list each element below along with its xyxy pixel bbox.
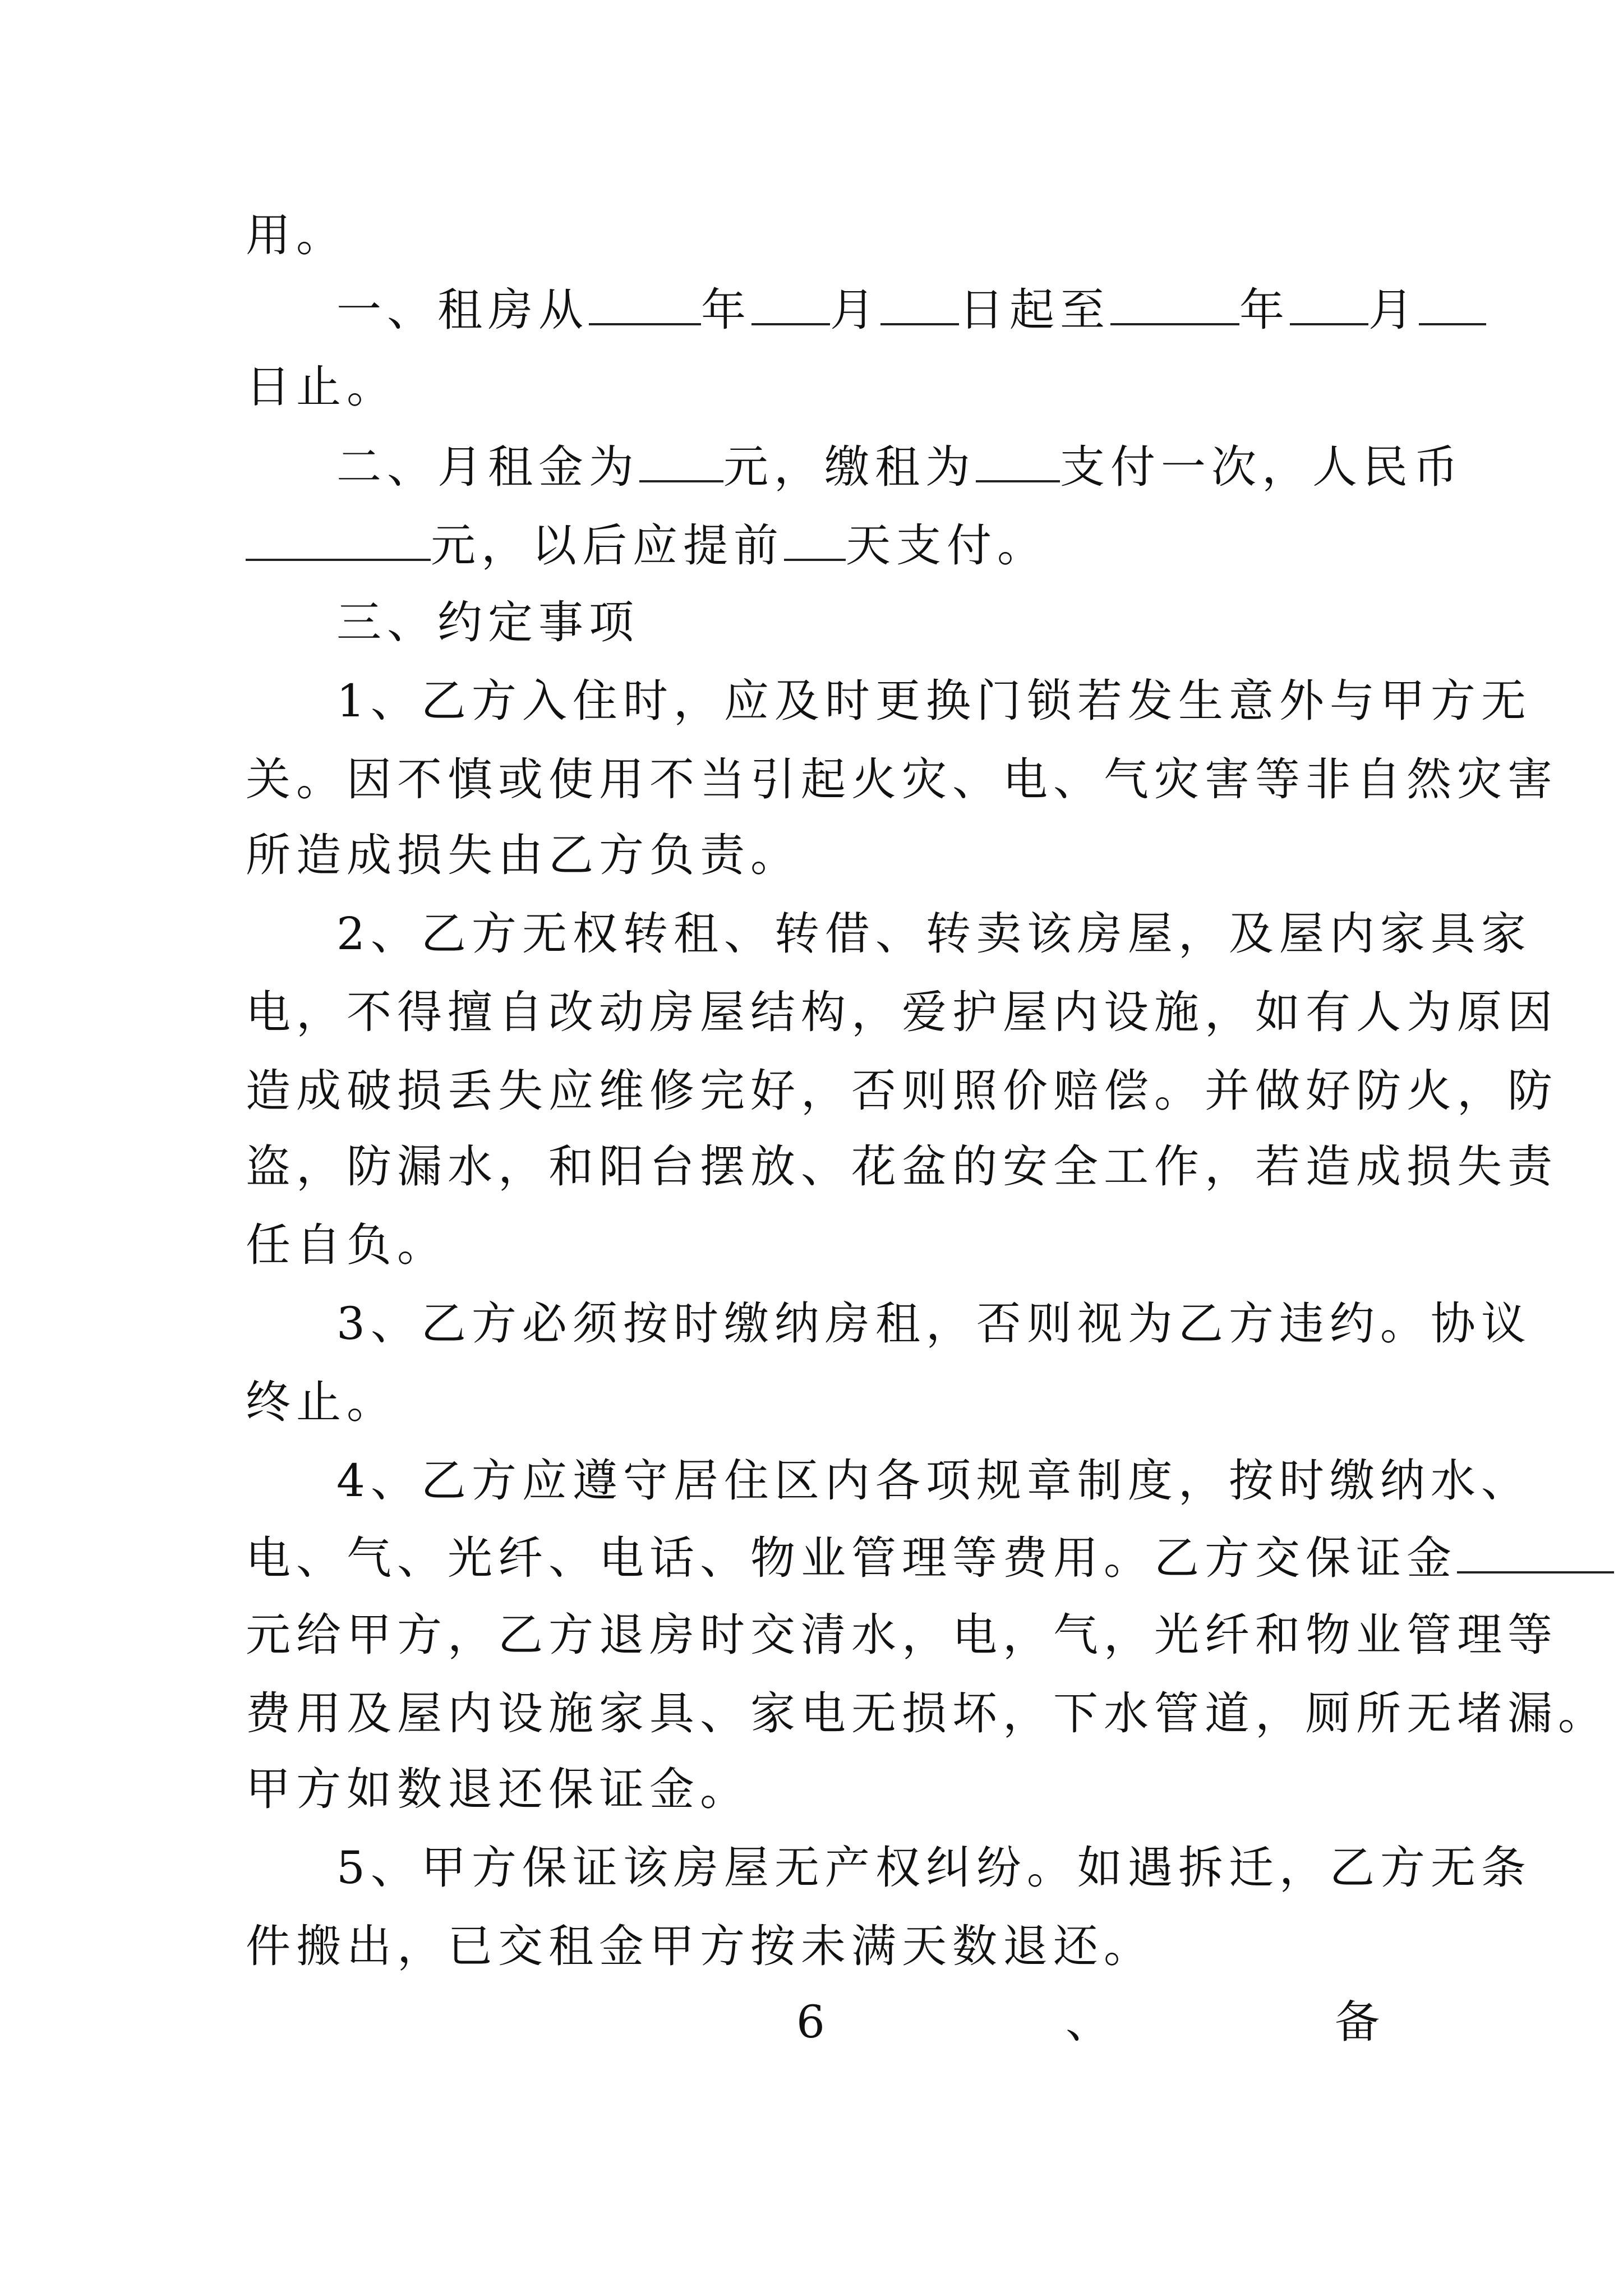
item-2-line-5 [246, 1217, 1383, 1273]
item-6-word [1335, 1994, 1380, 2050]
text-fragment: 所造成损失由乙方负责。 [246, 829, 801, 881]
text-fragment: 日止。 [246, 361, 397, 413]
continuation-line [246, 208, 1383, 264]
blank-end-month [1290, 280, 1368, 325]
text-fragment: 终止。 [246, 1376, 397, 1428]
text-fragment: 电、气、光纤、电话、物业管理等费用。乙方交保证金 [246, 1532, 1457, 1584]
item-3-line-1 [336, 1296, 1532, 1352]
item-2-line-4 [246, 1139, 1558, 1195]
item-4-line-1 [336, 1453, 1532, 1509]
item-5-line-1 [336, 1840, 1532, 1896]
blank-monthly-rent [639, 438, 723, 482]
item-6-separator [1066, 1994, 1110, 2050]
text-fragment: 4、乙方应遵守居住区内各项规章制度，按时缴纳水、 [336, 1455, 1532, 1507]
blank-deposit-amount [1457, 1529, 1614, 1573]
text-fragment: 5、甲方保证该房屋无产权纠纷。如遇拆迁，乙方无条 [336, 1842, 1532, 1894]
item-2-line-3 [246, 1063, 1558, 1119]
text-fragment: 、 [1066, 1996, 1110, 2048]
text-fragment: 造成破损丢失应维修完好，否则照价赔偿。并做好防火，防 [246, 1065, 1558, 1117]
text-fragment: 月 [830, 284, 880, 336]
text-fragment: 月 [1368, 284, 1419, 336]
item-4-line-5 [246, 1761, 1383, 1818]
text-fragment: 2、乙方无权转租、转借、转卖该房屋，及屋内家具家 [336, 908, 1532, 960]
text-fragment: 天支付。 [846, 519, 1048, 572]
text-fragment: 1、乙方入住时，应及时更换门锁若发生意外与甲方无 [336, 675, 1532, 727]
text-fragment: 费用及屋内设施家具、家电无损坏，下水管道，厕所无堵漏。 [246, 1687, 1608, 1740]
text-fragment: 二、月租金为 [336, 441, 639, 493]
blank-advance-days [784, 516, 846, 561]
text-fragment: 关。因不慎或使用不当引起火灾、电、气灾害等非自然灾害 [246, 753, 1558, 806]
text-fragment: 年 [1239, 284, 1290, 336]
text-fragment: 元，缴租为 [723, 441, 976, 493]
text-fragment: 备 [1335, 1996, 1380, 2048]
text-fragment: 任自负。 [246, 1219, 448, 1271]
blank-payment-period [976, 438, 1060, 482]
item-4-line-3 [246, 1607, 1558, 1663]
item-1-line-2 [246, 752, 1558, 808]
item-2-line-1 [336, 906, 1532, 962]
clause-1-line-2 [246, 359, 1383, 415]
clause-2-line-2 [246, 516, 1383, 572]
text-fragment: 6 [796, 1996, 825, 2048]
text-fragment: 元给甲方，乙方退房时交清水，电，气，光纤和物业管理等 [246, 1609, 1558, 1661]
text-fragment: 3、乙方必须按时缴纳房租，否则视为乙方违约。协议 [336, 1297, 1532, 1350]
text-fragment: 甲方如数退还保证金。 [246, 1763, 750, 1815]
item-1-line-3 [246, 827, 1383, 884]
item-4-line-4 [246, 1686, 1608, 1742]
text-fragment: 年 [701, 284, 751, 336]
text-fragment: 一、租房从 [336, 284, 589, 336]
blank-end-year [1110, 280, 1239, 325]
item-3-line-2 [246, 1374, 1383, 1430]
blank-end-day [1419, 280, 1486, 325]
blank-start-year [589, 280, 701, 325]
blank-rmb-amount [246, 516, 431, 561]
text-fragment: 件搬出，已交租金甲方按未满天数退还。 [246, 1920, 1154, 1972]
blank-start-month [751, 280, 830, 325]
text-fragment: 支付一次，人民币 [1060, 441, 1464, 493]
text-fragment: 日起至 [959, 284, 1110, 336]
section-title: 三、约定事项 [336, 596, 639, 648]
blank-start-day [880, 280, 959, 325]
item-2-line-2 [246, 984, 1558, 1041]
text-fragment: 电，不得擅自改动房屋结构，爱护屋内设施，如有人为原因 [246, 986, 1558, 1038]
text-fragment: 盗，防漏水，和阳台摆放、花盆的安全工作，若造成损失责 [246, 1140, 1558, 1193]
clause-1-line-1 [336, 280, 1419, 337]
text-fragment: 元，以后应提前 [431, 519, 784, 572]
clause-2-line-1 [336, 438, 1464, 494]
section-3-heading [336, 595, 1383, 651]
item-4-line-2 [246, 1529, 1457, 1585]
item-1-line-1 [336, 673, 1532, 729]
text-fragment: 用。 [246, 209, 347, 261]
item-5-line-2 [246, 1918, 1383, 1975]
item-6-number [796, 1994, 825, 2050]
